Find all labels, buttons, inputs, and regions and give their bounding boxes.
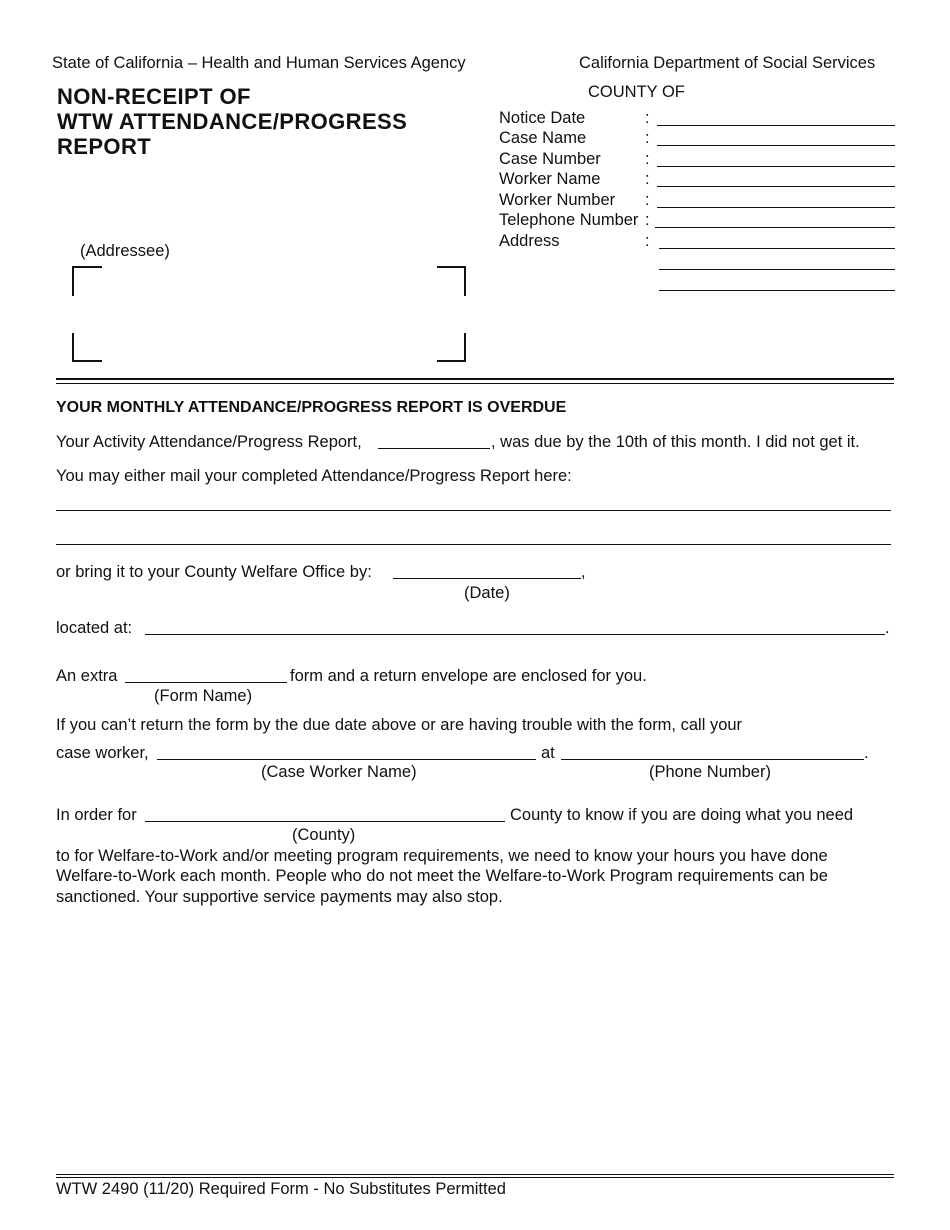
county-field[interactable] bbox=[145, 821, 505, 822]
corner-mark-top-left bbox=[72, 266, 102, 296]
due-date-field[interactable] bbox=[393, 578, 581, 579]
case-worker-name-caption: (Case Worker Name) bbox=[261, 763, 417, 781]
field-colon: : bbox=[645, 109, 650, 127]
notice-date-field[interactable] bbox=[657, 125, 895, 126]
county-of-label: COUNTY OF bbox=[588, 83, 685, 101]
section-divider bbox=[56, 383, 894, 384]
period: . bbox=[885, 619, 890, 637]
address-field-line-3[interactable] bbox=[659, 290, 895, 291]
requirements-text-line-1: to for Welfare-to-Work and/or meeting program requirements, we need to know your hours you have done bbox=[56, 847, 828, 865]
worker-name-label: Worker Name bbox=[499, 170, 601, 188]
bring-to-office-text: or bring it to your County Welfare Office by: bbox=[56, 563, 372, 581]
mail-instructions: You may either mail your completed Attendance/Progress Report here: bbox=[56, 467, 572, 485]
extra-form-text-end: form and a return envelope are enclosed for you. bbox=[290, 667, 647, 685]
case-number-field[interactable] bbox=[657, 166, 895, 167]
report-due-text-end: , was due by the 10th of this month. I did not get it. bbox=[491, 433, 860, 451]
field-colon: : bbox=[645, 170, 650, 188]
form-title-line-3: REPORT bbox=[57, 134, 152, 159]
phone-number-caption: (Phone Number) bbox=[649, 763, 771, 781]
requirements-text-line-2: Welfare-to-Work each month. People who do not meet the Welfare-to-Work Program requirements can be bbox=[56, 867, 828, 885]
address-field-line-2[interactable] bbox=[659, 269, 895, 270]
corner-mark-bottom-right bbox=[437, 333, 466, 362]
mailing-address-line-1[interactable] bbox=[56, 510, 891, 511]
case-name-field[interactable] bbox=[657, 145, 895, 146]
address-field-line-1[interactable] bbox=[659, 248, 895, 249]
section-divider bbox=[56, 378, 894, 380]
form-title bbox=[57, 84, 407, 159]
report-due-text-start: Your Activity Attendance/Progress Report, bbox=[56, 433, 362, 451]
case-worker-name-field[interactable] bbox=[157, 759, 536, 760]
form-title-line-2: WTW ATTENDANCE/PROGRESS bbox=[57, 109, 408, 134]
county-caption: (County) bbox=[292, 826, 356, 844]
worker-number-label: Worker Number bbox=[499, 191, 616, 209]
form-name-field[interactable] bbox=[125, 682, 287, 683]
addressee-label: (Addressee) bbox=[80, 242, 170, 260]
comma: , bbox=[581, 563, 586, 581]
corner-mark-bottom-left bbox=[72, 333, 102, 362]
mailing-address-line-2[interactable] bbox=[56, 544, 891, 545]
in-order-text-end: County to know if you are doing what you need bbox=[510, 806, 854, 824]
field-colon: : bbox=[645, 129, 650, 147]
date-caption: (Date) bbox=[464, 584, 510, 602]
trouble-text: If you can’t return the form by the due date above or are having trouble with the form, call your bbox=[56, 716, 743, 734]
form-title-line-1: NON-RECEIPT OF bbox=[57, 84, 251, 109]
worker-number-field[interactable] bbox=[657, 207, 895, 208]
telephone-number-label: Telephone Number bbox=[499, 211, 639, 229]
case-name-label: Case Name bbox=[499, 129, 587, 147]
field-colon: : bbox=[645, 232, 650, 250]
at-label: at bbox=[541, 744, 555, 762]
telephone-number-field[interactable] bbox=[655, 227, 895, 228]
located-at-label: located at: bbox=[56, 619, 133, 637]
field-colon: : bbox=[645, 150, 650, 168]
case-worker-label: case worker, bbox=[56, 744, 149, 762]
corner-mark-top-right bbox=[437, 266, 466, 296]
period: . bbox=[864, 744, 869, 762]
office-location-field[interactable] bbox=[145, 634, 885, 635]
form-number-footer: WTW 2490 (11/20) Required Form - No Substitutes Permitted bbox=[56, 1180, 506, 1198]
field-colon: : bbox=[645, 191, 650, 209]
notice-date-label: Notice Date bbox=[499, 109, 586, 127]
field-colon: : bbox=[645, 211, 650, 229]
requirements-text-line-3: sanctioned. Your supportive service payments may also stop. bbox=[56, 888, 503, 906]
report-name-field[interactable] bbox=[378, 448, 490, 449]
case-number-label: Case Number bbox=[499, 150, 601, 168]
in-order-text-start: In order for bbox=[56, 806, 137, 824]
form-name-caption: (Form Name) bbox=[154, 687, 253, 705]
phone-number-field[interactable] bbox=[561, 759, 864, 760]
extra-form-text-start: An extra bbox=[56, 667, 118, 685]
department-header: California Department of Social Services bbox=[579, 54, 876, 72]
footer-divider bbox=[56, 1174, 894, 1175]
agency-header: State of California – Health and Human Services Agency bbox=[52, 54, 466, 72]
address-label: Address bbox=[499, 232, 560, 250]
worker-name-field[interactable] bbox=[657, 186, 895, 187]
overdue-heading: YOUR MONTHLY ATTENDANCE/PROGRESS REPORT IS OVERDUE bbox=[56, 399, 567, 416]
footer-divider bbox=[56, 1177, 894, 1178]
